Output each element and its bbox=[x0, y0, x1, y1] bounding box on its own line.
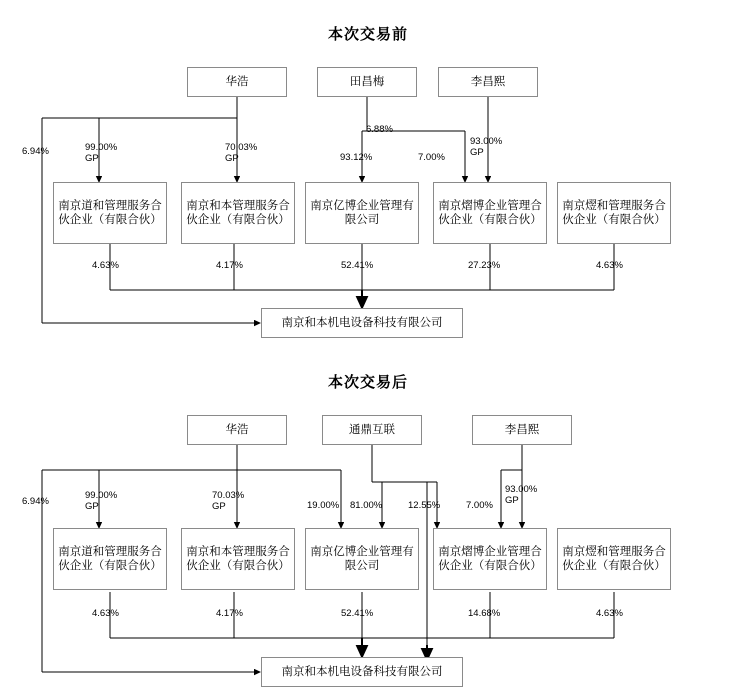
edge-label-after-10: 52.41% bbox=[341, 608, 374, 619]
edge-label-before-11: 4.63% bbox=[596, 260, 623, 271]
edge-label-before-7: 4.63% bbox=[92, 260, 119, 271]
edge-label-before-4: 93.12% bbox=[340, 152, 373, 163]
entity-node-heben-before: 南京和本管理服务合伙企业（有限合伙） bbox=[181, 182, 295, 244]
edge-label-before-2: 70.03% GP bbox=[225, 142, 258, 164]
person-node-lichangxi-after: 李昌熙 bbox=[472, 415, 572, 445]
person-node-tongding-after: 通鼎互联 bbox=[322, 415, 422, 445]
edge-label-after-5: 12.55% bbox=[408, 500, 441, 511]
edge-label-after-8: 4.63% bbox=[92, 608, 119, 619]
entity-node-yibo2-after: 南京熠博企业管理合伙企业（有限合伙） bbox=[433, 528, 547, 590]
edge-label-before-3: 6.88% bbox=[366, 124, 393, 135]
entity-node-yihe-before: 南京熤和管理服务合伙企业（有限合伙） bbox=[557, 182, 671, 244]
edge-label-before-8: 4.17% bbox=[216, 260, 243, 271]
edge-label-after-0: 6.94% bbox=[22, 496, 49, 507]
entity-node-heben-after: 南京和本管理服务合伙企业（有限合伙） bbox=[181, 528, 295, 590]
edge-label-before-6: 93.00% GP bbox=[470, 136, 503, 158]
entity-node-daohe-before: 南京道和管理服务合伙企业（有限合伙） bbox=[53, 182, 167, 244]
edge-label-before-5: 7.00% bbox=[418, 152, 445, 163]
edge-label-after-11: 14.68% bbox=[468, 608, 501, 619]
edge-label-before-1: 99.00% GP bbox=[85, 142, 118, 164]
edge-label-before-0: 6.94% bbox=[22, 146, 49, 157]
edge-label-after-4: 81.00% bbox=[350, 500, 383, 511]
section-title-before: 本次交易前 bbox=[327, 26, 408, 43]
entity-node-yibo-after: 南京亿博企业管理有限公司 bbox=[305, 528, 419, 590]
section-title-after: 本次交易后 bbox=[327, 374, 408, 391]
edge-label-before-10: 27.23% bbox=[468, 260, 501, 271]
entity-node-yibo2-before: 南京熠博企业管理合伙企业（有限合伙） bbox=[433, 182, 547, 244]
edge-label-after-9: 4.17% bbox=[216, 608, 243, 619]
edge-label-before-9: 52.41% bbox=[341, 260, 374, 271]
target-node-after: 南京和本机电设备科技有限公司 bbox=[261, 657, 463, 687]
person-node-huahao-before: 华浩 bbox=[187, 67, 287, 97]
entity-node-daohe-after: 南京道和管理服务合伙企业（有限合伙） bbox=[53, 528, 167, 590]
person-node-tianchangmei-before: 田昌梅 bbox=[317, 67, 417, 97]
person-node-huahao-after: 华浩 bbox=[187, 415, 287, 445]
entity-node-yihe-after: 南京熤和管理服务合伙企业（有限合伙） bbox=[557, 528, 671, 590]
edge-label-after-12: 4.63% bbox=[596, 608, 623, 619]
entity-node-yibo-before: 南京亿博企业管理有限公司 bbox=[305, 182, 419, 244]
edge-label-after-7: 93.00% GP bbox=[505, 484, 538, 506]
edge-label-after-1: 99.00% GP bbox=[85, 490, 118, 512]
edge-label-after-2: 70.03% GP bbox=[212, 490, 245, 512]
edge-label-after-3: 19.00% bbox=[307, 500, 340, 511]
person-node-lichangxi-before: 李昌熙 bbox=[438, 67, 538, 97]
edge-label-after-6: 7.00% bbox=[466, 500, 493, 511]
target-node-before: 南京和本机电设备科技有限公司 bbox=[261, 308, 463, 338]
